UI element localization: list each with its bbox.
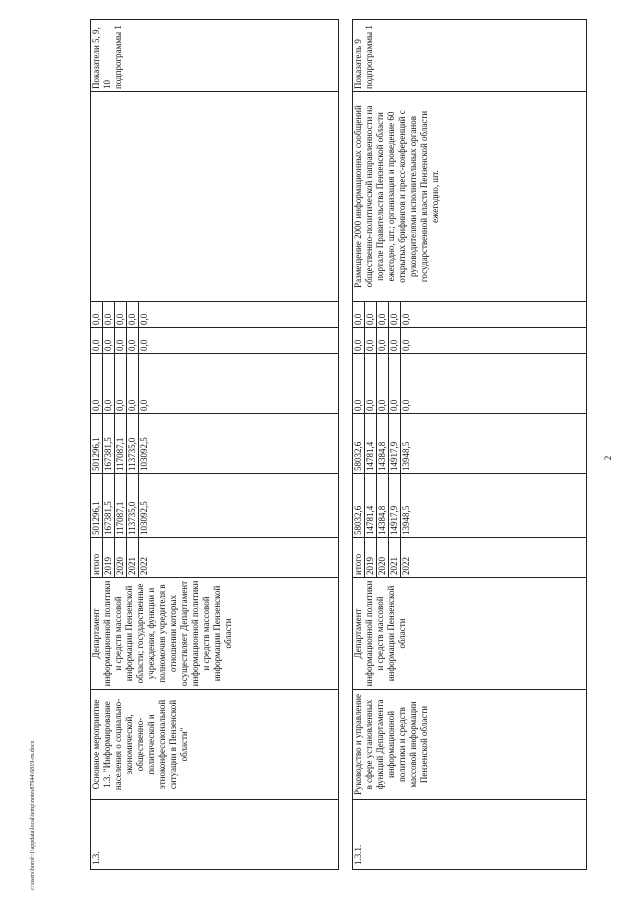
local-budget-cell: 0,0 — [127, 328, 139, 354]
regional-budget-cell: 103092,5 — [139, 414, 339, 474]
page-number: 2 — [603, 455, 613, 461]
total-cell: 14781,4 — [365, 474, 377, 538]
regional-budget-cell: 14917,9 — [389, 414, 401, 474]
total-cell: 117087,1 — [115, 474, 127, 538]
local-budget-cell: 0,0 — [365, 328, 377, 354]
regional-budget-cell: 58032,6 — [353, 414, 365, 474]
other-sources-cell: 0,0 — [401, 302, 587, 328]
total-cell: 113735,0 — [127, 474, 139, 538]
local-budget-cell: 0,0 — [139, 328, 339, 354]
year-cell: 2020 — [115, 538, 127, 578]
row-number: 1.3.1. — [353, 800, 587, 870]
other-sources-cell: 0,0 — [389, 302, 401, 328]
year-cell: 2021 — [127, 538, 139, 578]
total-cell: 501296,1 — [91, 474, 103, 538]
local-budget-cell: 0,0 — [401, 328, 587, 354]
indicator-link: Показатель 9 подпрограммы 1 — [353, 20, 587, 92]
regional-budget-cell: 167381,5 — [103, 414, 115, 474]
federal-budget-cell: 0,0 — [365, 354, 377, 414]
activity-name: Руководство и управление в сфере установленных функций Департамента информационной политики и средств массовой информации Пензенской области — [353, 690, 587, 800]
regional-budget-cell: 14384,8 — [377, 414, 389, 474]
executor: Департамент информационной политики и средств массовой информации Пензенской области; государственные учреждения, функции и полномочия учредителя в отношении которых осуществляет Департамент информационной политики и средств массовой информации Пензенской области — [91, 578, 339, 690]
total-cell: 13948,5 — [401, 474, 587, 538]
total-cell: 14917,9 — [389, 474, 401, 538]
total-cell: 103092,5 — [139, 474, 339, 538]
program-table-row-1-3-1 — [352, 19, 587, 870]
local-budget-cell: 0,0 — [377, 328, 389, 354]
federal-budget-cell: 0,0 — [103, 354, 115, 414]
other-sources-cell: 0,0 — [377, 302, 389, 328]
federal-budget-cell: 0,0 — [139, 354, 339, 414]
local-budget-cell: 0,0 — [389, 328, 401, 354]
program-table-row-1-3 — [90, 19, 339, 870]
total-cell: 58032,6 — [353, 474, 365, 538]
regional-budget-cell: 501296,1 — [91, 414, 103, 474]
regional-budget-cell: 13948,5 — [401, 414, 587, 474]
regional-budget-cell: 113735,0 — [127, 414, 139, 474]
other-sources-cell: 0,0 — [365, 302, 377, 328]
activity-name: Основное мероприятие 1.3. "Информирование населения о социально-экономической, общественно-политической и этноконфессиональной ситуации в Пензенской области" — [91, 690, 339, 800]
file-path-footer: c:\users\borol~1\appdata\local\temp\notes87944\6819-rn.docx — [30, 740, 36, 890]
other-sources-cell: 0,0 — [115, 302, 127, 328]
other-sources-cell: 0,0 — [91, 302, 103, 328]
federal-budget-cell: 0,0 — [401, 354, 587, 414]
local-budget-cell: 0,0 — [103, 328, 115, 354]
year-cell: 2020 — [377, 538, 389, 578]
local-budget-cell: 0,0 — [91, 328, 103, 354]
other-sources-cell: 0,0 — [127, 302, 139, 328]
regional-budget-cell: 117087,1 — [115, 414, 127, 474]
year-cell: 2019 — [103, 538, 115, 578]
other-sources-cell: 0,0 — [103, 302, 115, 328]
federal-budget-cell: 0,0 — [389, 354, 401, 414]
local-budget-cell: 0,0 — [115, 328, 127, 354]
year-cell: 2019 — [365, 538, 377, 578]
federal-budget-cell: 0,0 — [353, 354, 365, 414]
expected-result: Размещение 2000 информационных сообщений общественно-политической направленности на портале Правительства Пензенской области ежегодно, шт.; организация и проведение 60 открытых брифингов и пресс-конференций с руководителями исполнительных органов государственной власти Пензенской области ежегодно, шт. — [353, 92, 587, 302]
year-cell: итого — [353, 538, 365, 578]
local-budget-cell: 0,0 — [353, 328, 365, 354]
year-cell: 2021 — [389, 538, 401, 578]
year-cell: итого — [91, 538, 103, 578]
indicator-link: Показатели 5, 9, 10 подпрограммы 1 — [91, 20, 339, 92]
federal-budget-cell: 0,0 — [91, 354, 103, 414]
total-cell: 167381,5 — [103, 474, 115, 538]
expected-result — [91, 92, 339, 302]
executor: Департамент информационной политики и средств массовой информации Пензенской области — [353, 578, 587, 690]
total-cell: 14384,8 — [377, 474, 389, 538]
year-cell: 2022 — [401, 538, 587, 578]
other-sources-cell: 0,0 — [353, 302, 365, 328]
regional-budget-cell: 14781,4 — [365, 414, 377, 474]
row-number: 1.3. — [91, 800, 339, 870]
year-cell: 2022 — [139, 538, 339, 578]
federal-budget-cell: 0,0 — [115, 354, 127, 414]
federal-budget-cell: 0,0 — [127, 354, 139, 414]
federal-budget-cell: 0,0 — [377, 354, 389, 414]
other-sources-cell: 0,0 — [139, 302, 339, 328]
